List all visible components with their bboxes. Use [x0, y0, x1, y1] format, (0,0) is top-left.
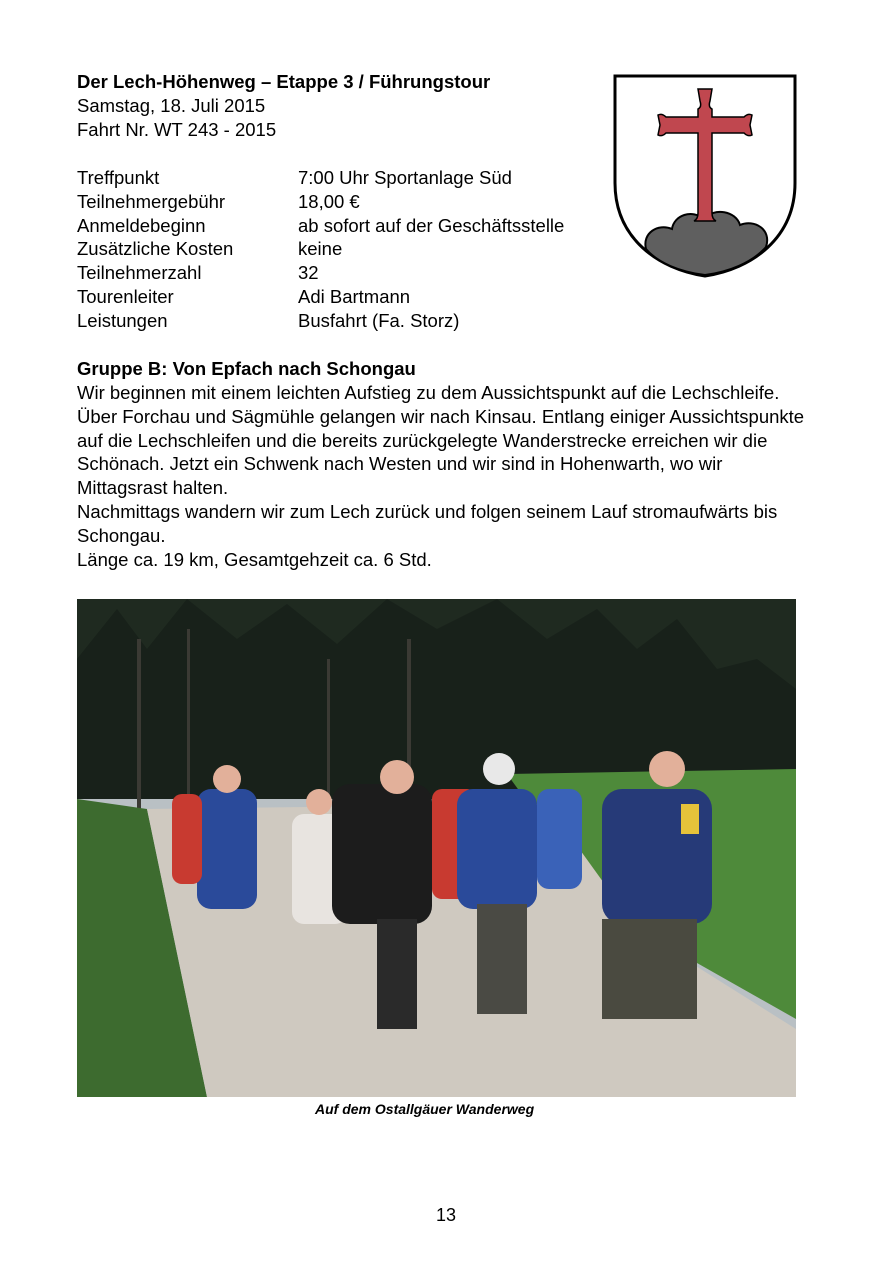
description-paragraph: Nachmittags wandern wir zum Lech zurück und folgen seinem Lauf stromaufwärts bis Schongau. [77, 500, 778, 546]
description-paragraph: Wir beginnen mit einem leichten Aufstieg zu dem Aussichtspunkt auf die Lechschleife. Über Forchau und Sägmühle gelangen wir nach Kinsau. Entlang einiger Aussichtspunkte auf die Lechschleifen und die bereits zurückgelegte Wanderstrecke erreichen wir die Schönach. Jetzt ein Schwenk nach Westen und wir sind in Hohenwarth, wo wir Mittagsrast halten. [77, 382, 805, 499]
tour-title: Der Lech-Höhenweg – Etappe 3 / Führungstour [77, 71, 491, 92]
details-row [77, 190, 564, 214]
details-value: 32 [298, 262, 319, 284]
page-number: 13 [435, 1205, 457, 1225]
details-label: Teilnehmergebühr [77, 190, 226, 212]
trip-number: Fahrt Nr. WT 243 - 2015 [77, 119, 277, 140]
details-label: Teilnehmerzahl [77, 262, 202, 284]
tour-details-table [77, 166, 564, 333]
coat-of-arms-crest [612, 73, 798, 279]
details-value: Adi Bartmann [298, 285, 411, 307]
details-label: Tourenleiter [77, 285, 174, 307]
tour-description [77, 381, 817, 571]
group-title: Gruppe B: Von Epfach nach Schongau [77, 358, 416, 379]
tour-date: Samstag, 18. Juli 2015 [77, 95, 266, 116]
details-row [77, 166, 564, 190]
details-label: Treffpunkt [77, 167, 160, 188]
details-value: keine [298, 238, 343, 260]
details-row [77, 237, 564, 261]
description-paragraph: Länge ca. 19 km, Gesamtgehzeit ca. 6 Std. [77, 548, 432, 570]
details-label: Anmeldebeginn [77, 214, 206, 236]
details-label: Leistungen [77, 309, 168, 331]
details-value: ab sofort auf der Geschäftsstelle [298, 214, 565, 236]
details-value: Busfahrt (Fa. Storz) [298, 309, 460, 331]
details-row [77, 261, 564, 285]
details-value: 18,00 € [298, 190, 360, 212]
details-row [77, 214, 564, 238]
details-value: 7:00 Uhr Sportanlage Süd [298, 167, 512, 188]
hiking-group-photo [77, 599, 796, 1097]
details-row [77, 309, 564, 333]
details-row [77, 285, 564, 309]
photo-caption: Auf dem Ostallgäuer Wanderweg [315, 1101, 535, 1117]
details-label: Zusätzliche Kosten [77, 238, 234, 260]
